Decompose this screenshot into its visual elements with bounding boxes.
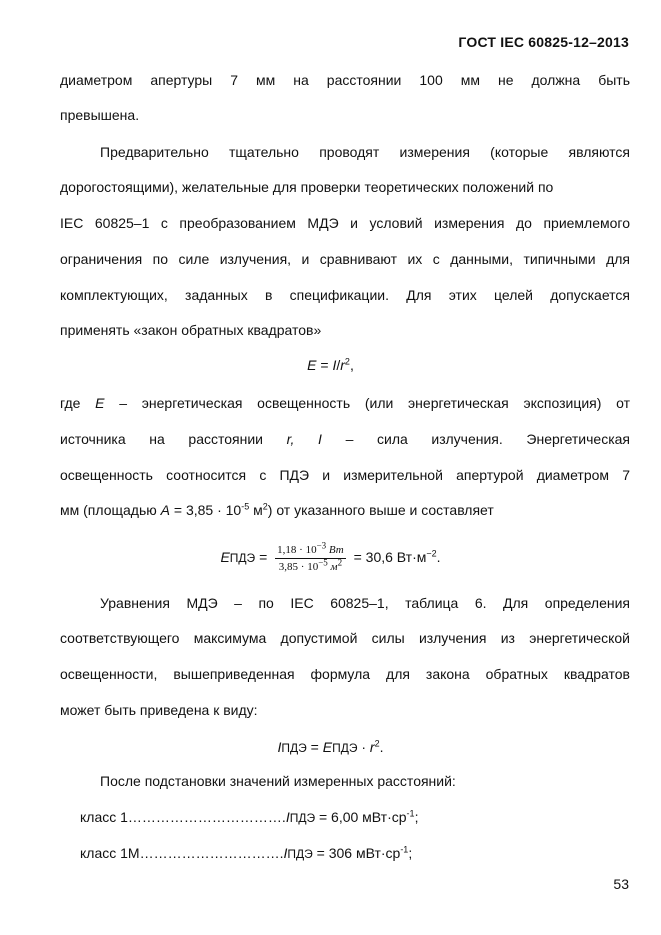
formula-fraction [275,540,346,574]
formula-rhs-pow: −2 [426,548,437,559]
class-label: класс 1М [80,845,140,861]
text-line [60,429,630,449]
text-line [60,393,630,413]
formula-pow: 2 [344,356,350,367]
formula-r: r [340,357,345,373]
text-line: дорогостоящими), желательные для проверки теоретических положений по [60,179,554,195]
paragraph-start: Уравнения МДЭ – по IEC 60825–1, таблица 6. Для определения [100,595,630,611]
exponent: -1 [400,844,409,855]
formula-sub: ПДЭ [281,741,307,755]
den-exp: −5 [318,557,328,568]
formula-sub: ПДЭ [229,551,256,565]
paragraph-start: Предварительно тщательно проводят измерения (которые являются [100,144,630,160]
formula-eq: = [255,549,272,565]
formula-pow: 2 [374,738,380,749]
text-line: соответствующего максимума допустимой силы излучения из энергетической [60,630,630,646]
text-line: IEC 60825–1 с преобразованием МДЭ и условий измерения до приемлемого [60,215,630,231]
num-unit: Вт [328,543,344,556]
class-1m-line [80,843,650,864]
tail: ; [408,845,413,861]
text-line [60,500,630,520]
den-value: 3,85 · 10 [278,560,319,573]
formula-dot: · [357,739,370,755]
text-line: ограничения по силе излучения, и сравнивают их с данными, типичными для [60,251,630,267]
text-line: превышена. [60,107,140,123]
formula-lhs: E [307,357,317,373]
formula-eq: = [306,739,323,755]
formula-lhs: I [277,739,282,755]
symbol-i: I [285,809,290,825]
formula-tail: , [349,357,354,373]
symbol-e: E [95,395,105,411]
text-line: может быть приведена к виду: [60,702,258,718]
text: – сила излучения. Энергетическая [345,431,631,447]
formula-tail: . [379,739,384,755]
leader-dots: …………………………. [139,845,284,861]
formula-limit-irradiance [0,540,661,575]
den-unit: м [330,560,338,573]
class-value: = 306 мВт·ср [312,845,401,861]
text-line: применять «закон обратных квадратов» [60,322,322,338]
formula-esub: ПДЭ [332,741,358,755]
den-pow: 2 [337,557,343,568]
exponent: 2 [262,501,268,512]
symbol-a: A [160,502,170,518]
subscript: ПДЭ [289,811,316,825]
class-label: класс 1 [80,809,128,825]
exponent: -5 [241,501,250,512]
formula-eq: = [316,357,333,373]
formula-e: E [322,739,333,755]
formula-slash: / [336,357,341,373]
tail: ; [414,809,419,825]
leader-dots: ……………………………. [127,809,286,825]
page-number: 53 [613,876,629,892]
formula-inverse-square [0,355,661,375]
text: ) от указанного выше и составляет [267,502,494,518]
num-value: 1,18 · 10 [277,543,317,556]
text: – энергетическая освещенность (или энергетическая экспозиция) от [119,395,631,411]
symbol-r: r, [286,431,295,447]
formula-rhs: = 30,6 Вт·м [349,549,427,565]
document-code: ГОСТ IEC 60825-12–2013 [458,34,629,50]
fraction-numerator [275,540,346,559]
fraction-denominator [275,559,346,574]
formula-tail: . [436,549,441,565]
formula-lhs: E [220,549,230,565]
paragraph-start: После подстановки значений измеренных расстояний: [100,773,456,789]
subscript: ПДЭ [287,847,313,861]
text: = 3,85 · 10 [173,502,242,518]
text-line: освещенность соотносится с ПДЭ и измерительной апертурой диаметром 7 [60,467,630,483]
unit: м [253,502,263,518]
text-line: освещенности, вышеприведенная формула для закона обратных квадратов [60,666,630,682]
symbol-i: I [318,431,322,447]
text-line: диаметром апертуры 7 мм на расстоянии 100 мм не должна быть [60,72,630,88]
formula-r: r [369,739,375,755]
exponent: -1 [406,808,415,819]
formula-num: I [332,357,337,373]
text: где [60,395,81,411]
text: источника на расстоянии [60,431,263,447]
class-1-line [80,807,650,828]
formula-limit-intensity [0,737,661,758]
class-value: = 6,00 мВт·ср [315,809,407,825]
text: мм (площадью [60,502,157,518]
num-exp: −3 [316,540,327,551]
symbol-i: I [283,845,288,861]
text-line: комплектующих, заданных в спецификации. Для этих целей допускается [60,287,630,303]
